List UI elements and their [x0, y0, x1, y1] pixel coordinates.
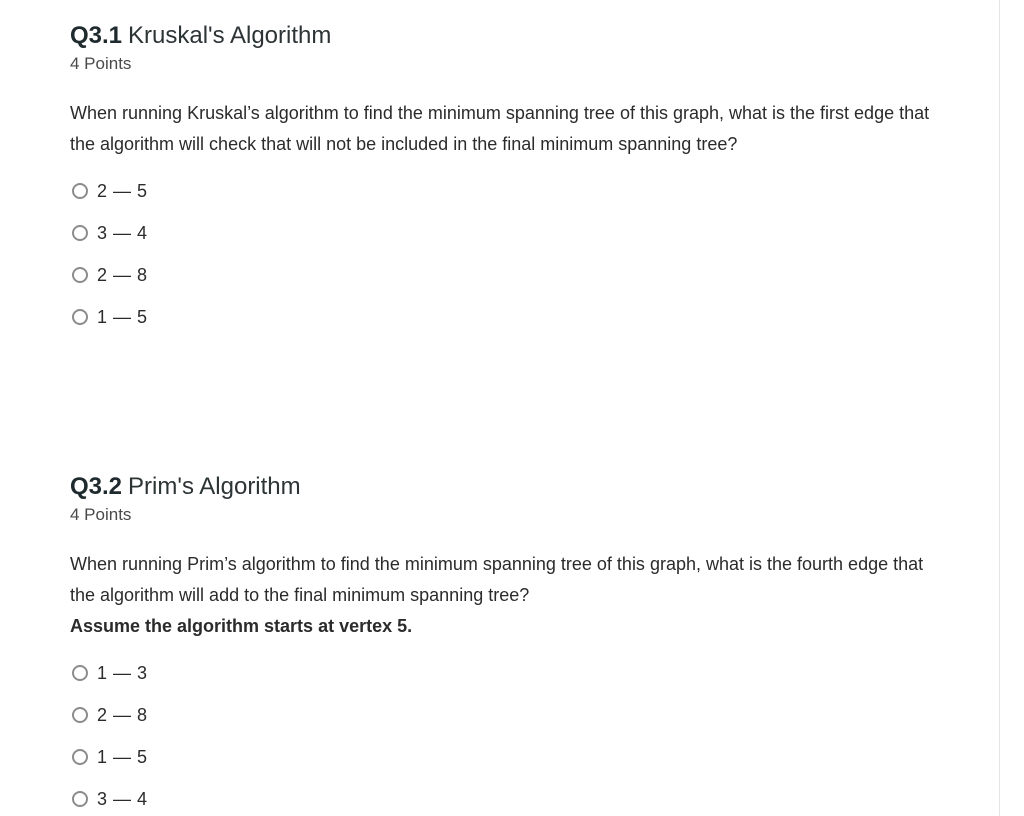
answer-option[interactable]	[70, 778, 930, 816]
question-title	[70, 471, 930, 503]
question-title-text: Kruskal's Algorithm	[128, 22, 332, 49]
answer-option-label: 1 — 5	[97, 306, 148, 327]
answer-option-label: 2 — 8	[97, 264, 148, 285]
answer-option[interactable]	[70, 694, 930, 736]
question-number: Q3.1	[70, 22, 123, 49]
answer-option-label: 1 — 3	[97, 662, 148, 683]
answer-option[interactable]	[70, 652, 930, 694]
question-title-text: Prim's Algorithm	[128, 473, 301, 500]
question-q3-2	[70, 471, 930, 816]
radio-button[interactable]	[72, 309, 88, 325]
radio-button[interactable]	[72, 225, 88, 241]
question-prompt-assumption: Assume the algorithm starts at vertex 5.	[70, 616, 413, 636]
radio-button[interactable]	[72, 665, 88, 681]
question-prompt-text: When running Kruskal’s algorithm to find the minimum spanning tree of this graph, what is the first edge that the algorithm will check that will not be included in the final minimum spanning tree?	[70, 103, 930, 154]
answer-option[interactable]	[70, 254, 930, 296]
answer-option-label: 2 — 8	[97, 704, 148, 725]
answer-option-label: 2 — 5	[97, 180, 148, 201]
question-prompt	[70, 549, 930, 642]
answer-option-label: 3 — 4	[97, 222, 148, 243]
answer-option-label: 1 — 5	[97, 746, 148, 767]
radio-button[interactable]	[72, 707, 88, 723]
panel-divider	[999, 0, 1000, 816]
radio-button[interactable]	[72, 183, 88, 199]
answer-option[interactable]	[70, 170, 930, 212]
question-title	[70, 20, 930, 52]
answer-option[interactable]	[70, 736, 930, 778]
answer-options	[70, 652, 930, 816]
question-number: Q3.2	[70, 473, 123, 500]
radio-button[interactable]	[72, 267, 88, 283]
answer-option[interactable]	[70, 212, 930, 254]
question-prompt	[70, 98, 930, 160]
question-q3-1	[70, 20, 930, 338]
question-prompt-text: When running Prim’s algorithm to find the minimum spanning tree of this graph, what is the fourth edge that the algorithm will add to the final minimum spanning tree?	[70, 554, 924, 605]
answer-options	[70, 170, 930, 338]
question-points: 4 Points	[70, 54, 132, 73]
radio-button[interactable]	[72, 749, 88, 765]
answer-option[interactable]	[70, 296, 930, 338]
radio-button[interactable]	[72, 791, 88, 807]
answer-option-label: 3 — 4	[97, 788, 148, 809]
question-points: 4 Points	[70, 505, 132, 524]
